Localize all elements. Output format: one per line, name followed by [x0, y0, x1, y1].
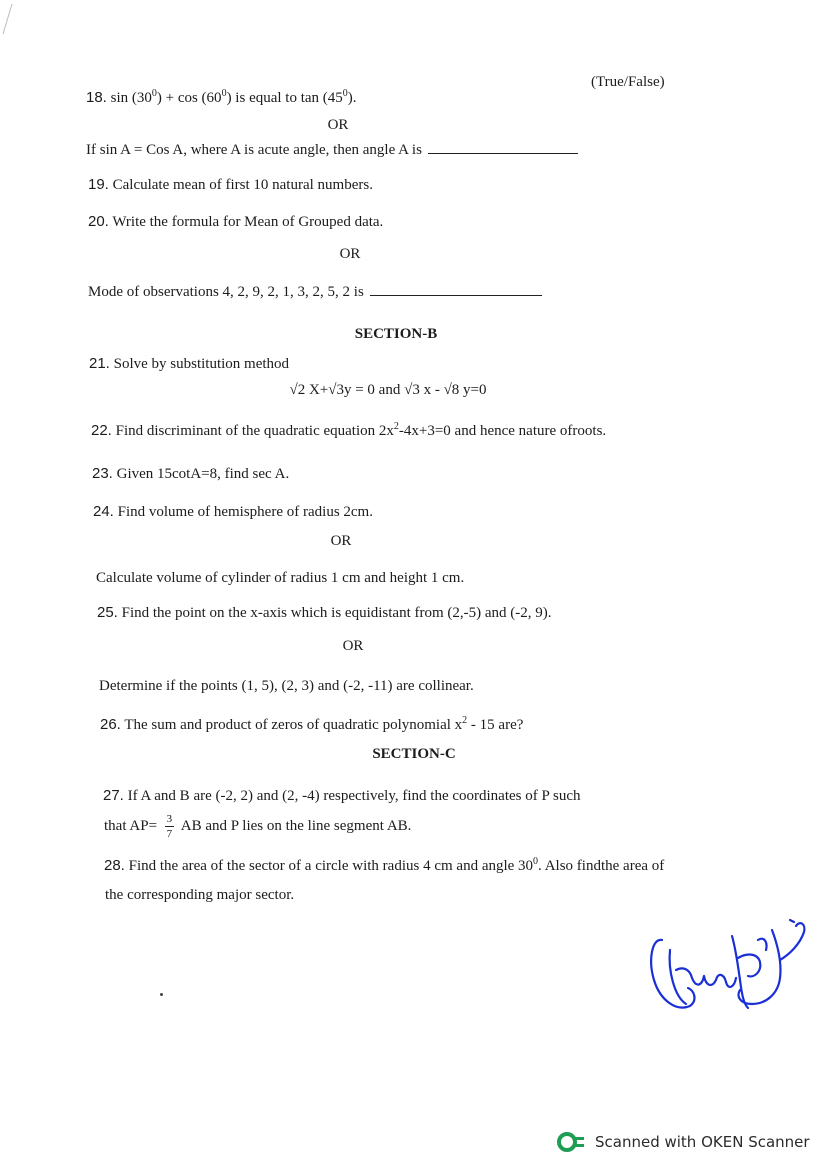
question-26: 26. The sum and product of zeros of quadratic polynomial $x^2 - 15$ are?	[100, 715, 524, 733]
fraction-three-sevenths: $\frac{3}{7}$	[166, 813, 173, 840]
section-b-heading: SECTION-B	[354, 326, 438, 342]
scanner-text: Scanned with OKEN Scanner	[595, 1133, 810, 1151]
question-25: 25. Find the point on the x-axis which is equidistant from (2,-5) and (-2, 9).	[97, 604, 552, 621]
oken-scanner-logo-icon	[557, 1131, 587, 1153]
answer-blank	[370, 295, 542, 296]
question-21: 21. Solve by substitution method	[89, 355, 290, 372]
question-20-alternative: Mode of observations 4, 2, 9, 2, 1, 3, 2, 5, 2 is	[88, 284, 542, 301]
answer-blank	[428, 153, 578, 154]
question-20: 20. Write the formula for Mean of Grouped data.	[88, 213, 384, 230]
scan-mark	[0, 0, 20, 40]
question-24-alternative: Calculate volume of cylinder of radius 1 cm and height 1 cm.	[96, 570, 465, 586]
question-22: 22. Find discriminant of the quadratic equation $2x^2-4x+3=0$ and hence nature ofroots.	[91, 421, 607, 439]
question-27-line-2: that AP= $\frac{3}{7}$ AB and P lies on the line segment AB.	[104, 813, 412, 840]
or-label: OR	[342, 638, 364, 654]
question-18-alternative: If sin A = Cos A, where A is acute angle, then angle A is	[86, 142, 578, 159]
section-c-heading: SECTION-C	[372, 746, 456, 762]
question-19: 19. Calculate mean of first 10 natural numbers.	[88, 176, 373, 193]
or-label: OR	[330, 533, 352, 549]
or-label: OR	[339, 246, 361, 262]
question-21-equation: √2 X+√3y = 0 and √3 x - √8 y=0	[289, 382, 487, 398]
or-label: OR	[327, 117, 349, 133]
question-24: 24. Find volume of hemisphere of radius 2cm.	[93, 503, 373, 520]
question-18: 18. $\sin (30^0) + \cos (60^0)$ is equal to $\tan (45^0)$.	[86, 88, 357, 106]
question-28: 28. Find the area of the sector of a circle with radius 4 cm and angle $30^0$. Also findthe area of	[104, 856, 665, 874]
handwritten-signature	[640, 900, 810, 1020]
question-25-alternative: Determine if the points (1, 5), (2, 3) and (-2, -11) are collinear.	[99, 678, 474, 694]
scanner-footer	[557, 1131, 810, 1153]
question-28-line-2: the corresponding major sector.	[105, 887, 295, 903]
true-false-tag: (True/False)	[591, 74, 665, 90]
question-27: 27. If A and B are (-2, 2) and (2, -4) respectively, find the coordinates of P such	[103, 787, 581, 804]
question-23: 23. Given 15cotA=8, find sec A.	[92, 465, 290, 482]
stray-mark	[160, 993, 163, 996]
